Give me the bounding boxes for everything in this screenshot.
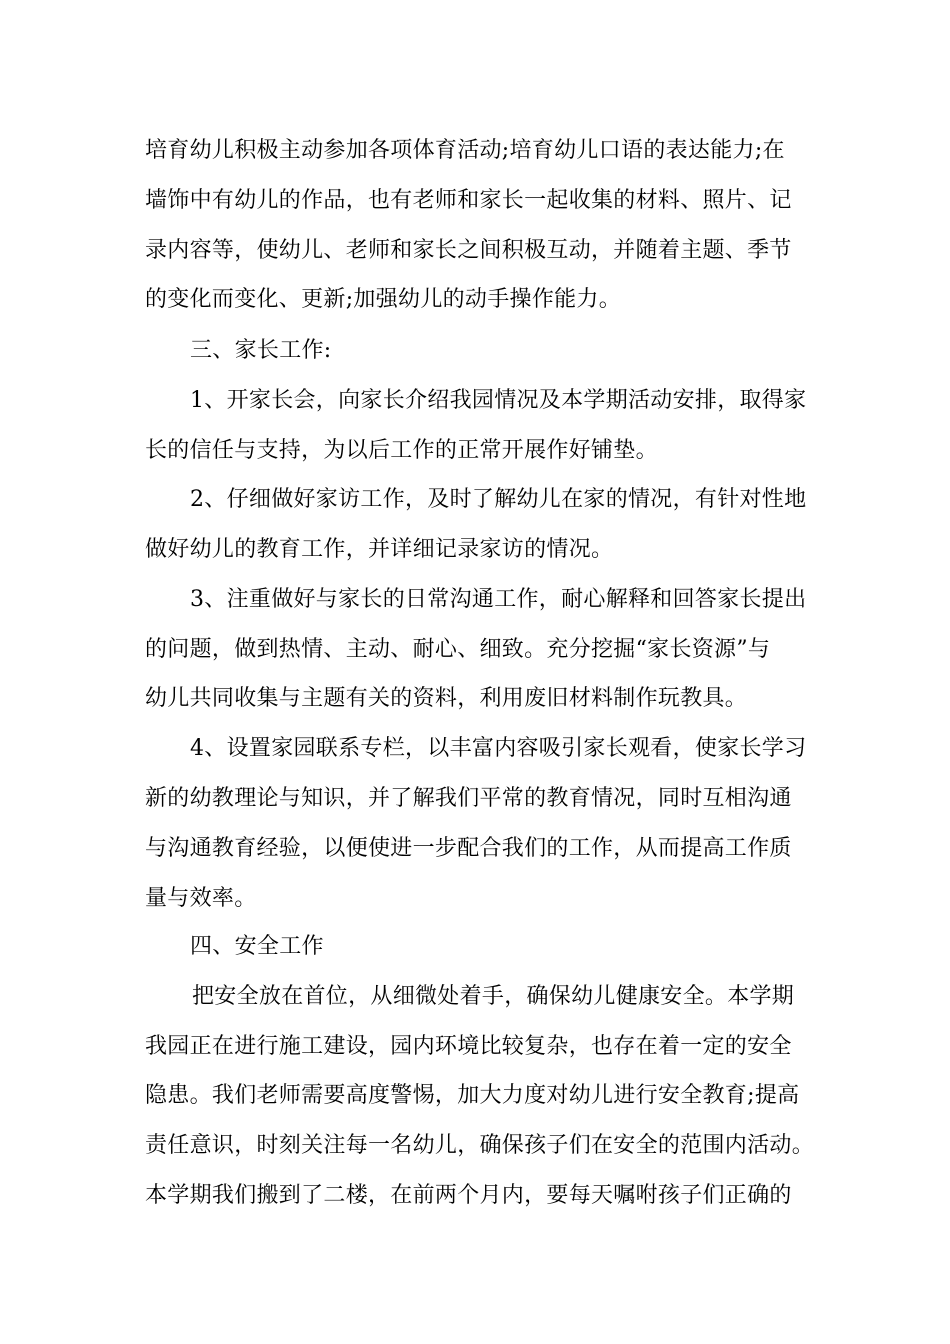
- body-text-line: 录内容等，使幼儿、老师和家长之间积极互动，并随着主题、季节: [145, 238, 792, 263]
- body-text-line: 幼儿共同收集与主题有关的资料，利用废旧材料制作玩教具。: [145, 686, 748, 711]
- body-text-line: 责任意识，时刻关注每一名幼儿，确保孩子们在安全的范围内活动。: [145, 1133, 815, 1158]
- section-heading: 四、安全工作: [190, 934, 324, 959]
- body-text-line: 4、设置家园联系专栏，以丰富内容吸引家长观看，使家长学习: [190, 736, 807, 761]
- body-text-line: 1、开家长会，向家长介绍我园情况及本学期活动安排，取得家: [190, 388, 807, 413]
- body-text-line: 本学期我们搬到了二楼，在前两个月内，要每天嘱咐孩子们正确的: [145, 1183, 792, 1208]
- body-text-line: 3、注重做好与家长的日常沟通工作，耐心解释和回答家长提出: [190, 587, 807, 612]
- body-text-line: 的问题，做到热情、主动、耐心、细致。充分挖掘“家长资源”与: [145, 637, 771, 662]
- body-text-line: 我园正在进行施工建设，园内环境比较复杂，也存在着一定的安全: [145, 1034, 792, 1059]
- body-text-line: 的变化而变化、更新;加强幼儿的动手操作能力。: [145, 287, 622, 312]
- body-text-line: 墙饰中有幼儿的作品，也有老师和家长一起收集的材料、照片、记: [145, 188, 792, 213]
- body-text-line: 与沟通教育经验，以便使进一步配合我们的工作，从而提高工作质: [145, 836, 792, 861]
- body-text-line: 培育幼儿积极主动参加各项体育活动;培育幼儿口语的表达能力;在: [145, 138, 785, 163]
- body-text-line: 把安全放在首位，从细微处着手，确保幼儿健康安全。本学期: [192, 984, 795, 1009]
- body-text-line: 2、仔细做好家访工作，及时了解幼儿在家的情况，有针对性地: [190, 487, 807, 512]
- body-text-line: 隐患。我们老师需要高度警惕，加大力度对幼儿进行安全教育;提高: [145, 1083, 800, 1108]
- body-text-line: 量与效率。: [145, 886, 257, 911]
- section-heading: 三、家长工作:: [190, 338, 332, 363]
- body-text-line: 做好幼儿的教育工作，并详细记录家访的情况。: [145, 537, 614, 562]
- body-text-line: 长的信任与支持，为以后工作的正常开展作好铺垫。: [145, 438, 658, 463]
- body-text-line: 新的幼教理论与知识，并了解我们平常的教育情况，同时互相沟通: [145, 786, 792, 811]
